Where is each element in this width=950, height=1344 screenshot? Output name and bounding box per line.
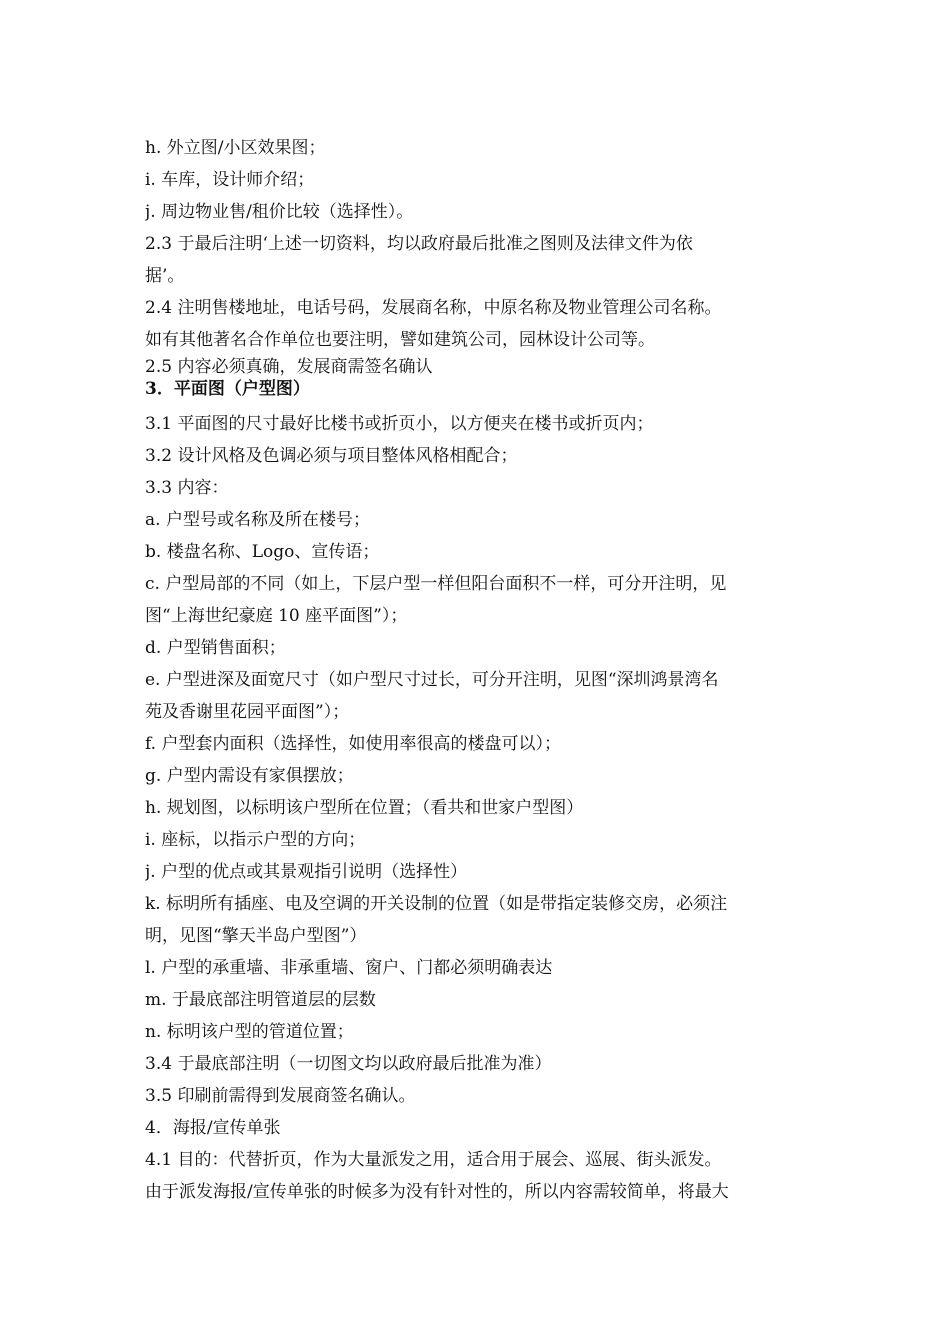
list-item-f: f. 户型套内面积（选择性，如使用率很高的楼盘可以）； (145, 734, 561, 754)
list-item-l: l. 户型的承重墙、非承重墙、窗户、门都必须明确表达 (145, 958, 553, 978)
section-heading-4: 4．海报/宣传单张 (145, 1118, 281, 1138)
text-line: 3.5 印刷前需得到发展商签名确认。 (145, 1086, 416, 1106)
list-item-e: e. 户型进深及面宽尺寸（如户型尺寸过长，可分开注明，见图“深圳鸿景湾名 (145, 670, 719, 690)
list-item-b: b. 楼盘名称、Logo、宣传语； (145, 542, 380, 562)
list-item-g: g. 户型内需设有家俱摆放； (145, 766, 354, 786)
text-line: 如有其他著名合作单位也要注明，譬如建筑公司，园林设计公司等。 (145, 330, 655, 350)
list-item-k: k. 标明所有插座、电及空调的开关设制的位置（如是带指定装修交房，必须注 (145, 894, 728, 914)
list-item-j: j. 户型的优点或其景观指引说明（选择性） (145, 862, 468, 882)
text-line: 图“上海世纪豪庭 10 座平面图”）； (145, 606, 408, 626)
text-line: 2.5 内容必须真确，发展商需签名确认 (145, 357, 433, 377)
text-line: 苑及香谢里花园平面图”）； (145, 702, 350, 722)
list-item-a: a. 户型号或名称及所在楼号； (145, 510, 370, 530)
text-line: i. 车库，设计师介绍； (145, 170, 315, 190)
text-line: 3.1 平面图的尺寸最好比楼书或折页小，以方便夹在楼书或折页内； (145, 414, 654, 434)
text-line: 3.2 设计风格及色调必须与项目整体风格相配合； (145, 446, 518, 466)
text-line: 由于派发海报/宣传单张的时候多为没有针对性的，所以内容需较简单，将最大 (145, 1182, 729, 1202)
list-item-i: i. 座标，以指示户型的方向； (145, 830, 366, 850)
text-line: 3.3 内容： (145, 478, 229, 498)
text-line: j. 周边物业售/租价比较（选择性）。 (145, 202, 414, 222)
list-item-m: m. 于最底部注明管道层的层数 (145, 990, 376, 1010)
document-body (145, 132, 810, 1208)
list-item-c: c. 户型局部的不同（如上，下层户型一样但阳台面积不一样，可分开注明，见 (145, 574, 727, 594)
section-heading-3: 3．平面图（户型图） (145, 379, 310, 399)
text-line: 3.4 于最底部注明（一切图文均以政府最后批准为准） (145, 1054, 552, 1074)
text-line: 明，见图“擎天半岛户型图”） (145, 926, 367, 946)
text-line: 4.1 目的：代替折页，作为大量派发之用，适合用于展会、巡展、街头派发。 (145, 1150, 722, 1170)
list-item-h: h. 规划图，以标明该户型所在位置；（看共和世家户型图） (145, 798, 584, 818)
text-line: 2.3 于最后注明‘上述一切资料，均以政府最后批准之图则及法律文件为依 (145, 234, 693, 254)
list-item-d: d. 户型销售面积； (145, 638, 286, 658)
text-line: 2.4 注明售楼地址，电话号码，发展商名称，中原名称及物业管理公司名称。 (145, 298, 722, 318)
list-item-n: n. 标明该户型的管道位置； (145, 1022, 354, 1042)
text-line: h. 外立图/小区效果图； (145, 138, 326, 158)
text-line: 据’。 (145, 266, 185, 286)
